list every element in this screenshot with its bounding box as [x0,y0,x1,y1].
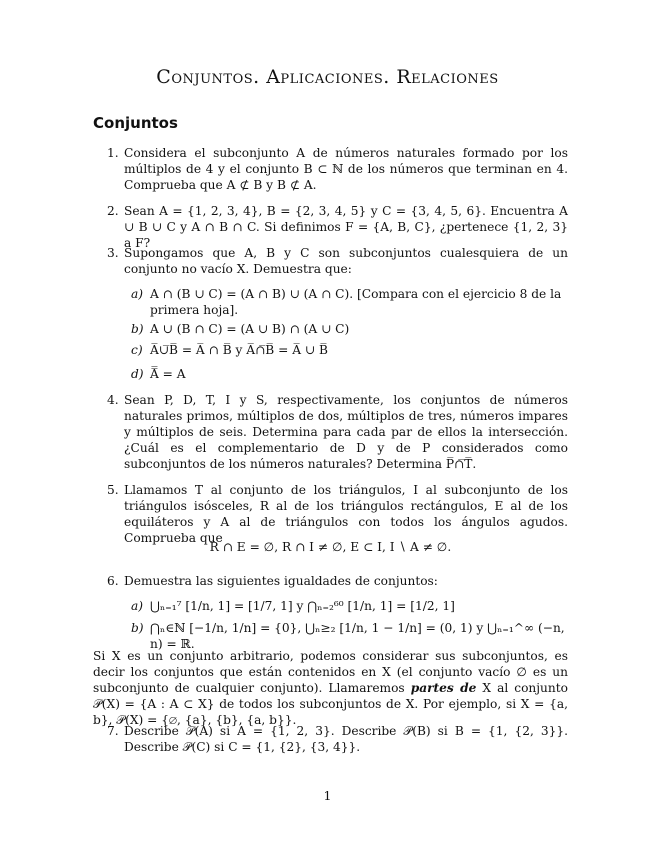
exercise-3-item-b [131,321,568,337]
exercise-number: 4. [107,393,119,407]
item-text: ⋂ₙ∈ℕ [−1/n, 1/n] = {0}, ⋃ₙ≥₂ [1/n, 1 − 1/n] = (0, 1) y ⋃ₙ₌₁^∞ (−n, n) = ℝ. [150,621,565,651]
exercise-3-item-a [131,286,568,318]
exercise-6 [93,573,568,589]
exercise-number: 7. [107,724,119,738]
exercise-4 [93,392,568,472]
paragraph-text-start: Si X es un conjunto arbitrario, podemos considerar sus subconjuntos, es decir los conjuntos que están contenidos en X (el conjunto vacío ∅ es un subconjunto de cualquier conjunto). Llamaremos [93,649,568,695]
exercise-3 [93,245,568,277]
exercise-text: Demuestra las siguientes igualdades de conjuntos: [124,574,438,588]
page-title: Conjuntos. Aplicaciones. Relaciones [156,66,499,88]
item-label: a) [131,287,144,301]
item-text: A̅∪̅B̅ = A̅ ∩ B̅ y A̅∩̅B̅ = A̅ ∪ B̅ [150,343,328,357]
exercise-1 [93,145,568,193]
item-text: A̿ = A [150,367,186,381]
definition-paragraph [93,648,568,728]
item-label: a) [131,599,144,613]
paragraph-text-end: X al conjunto 𝒫(X) = {A : A ⊂ X} de todos los subconjuntos de X. Por ejemplo, si X = {a, b}, 𝒫(X) = {∅, {a}, {b}, {a, b}}. [93,681,568,727]
section-heading: Conjuntos [93,114,178,132]
item-text: A ∪ (B ∩ C) = (A ∪ B) ∩ (A ∪ C) [150,322,350,336]
exercise-number: 2. [107,204,119,218]
exercise-text: Llamamos T al conjunto de los triángulos, I al subconjunto de los triángulos isósceles, R al de los triángulos rectángulos, E al de los equiláteros y A al de triángulos con todos los ángulos agudos. Comprueba que [124,483,568,545]
exercise-number: 3. [107,246,119,260]
exercise-3-item-c [131,342,568,358]
exercise-number: 5. [107,483,119,497]
exercise-text: Sean A = {1, 2, 3, 4}, B = {2, 3, 4, 5} y C = {3, 4, 5, 6}. Encuentra A ∪ B ∪ C y A ∩ B ∩ C. Si definimos F = {A, B, C}, ¿pertenece {1, 2, 3} a F? [124,204,568,250]
exercise-7 [93,723,568,755]
exercise-5-formula: R ∩ E = ∅, R ∩ I ≠ ∅, E ⊂ I, I ∖ A ≠ ∅. [209,540,452,554]
item-text: A ∩ (B ∪ C) = (A ∩ B) ∪ (A ∩ C). [Compara con el ejercicio 8 de la primera hoja]. [150,287,562,317]
exercise-2 [93,203,568,251]
page-number: 1 [323,788,332,803]
exercise-number: 1. [107,146,119,160]
item-label: b) [131,322,144,336]
exercise-5 [93,482,568,546]
exercise-text: Describe 𝒫(A) si A = {1, 2, 3}. Describe 𝒫(B) si B = {1, {2, 3}}. Describe 𝒫(C) si C = {1, {2}, {3, 4}}. [124,724,568,754]
item-label: b) [131,621,144,635]
exercise-6-item-a [131,598,568,614]
exercise-text: Considera el subconjunto A de números naturales formado por los múltiplos de 4 y el conjunto B ⊂ ℕ de los números que terminan en 4. Comprueba que A ⊄ B y B ⊄ A. [124,146,568,192]
item-text: ⋃ₙ₌₁⁷ [1/n, 1] = [1/7, 1] y ⋂ₙ₌₂⁶⁰ [1/n, 1] = [1/2, 1] [150,599,455,613]
exercise-text: Supongamos que A, B y C son subconjuntos cualesquiera de un conjunto no vacío X. Demuestra que: [124,246,568,276]
exercise-number: 6. [107,574,119,588]
item-label: c) [131,343,143,357]
exercise-text: Sean P, D, T, I y S, respectivamente, los conjuntos de números naturales primos, múltiplos de dos, múltiplos de tres, números impares y múltiplos de seis. Determina para cada par de ellos la intersección. ¿Cuál es el complementario de D y de P considerados como subconjuntos de los números naturales? Determina P̅∩̅T̅. [124,393,568,471]
item-label: d) [131,367,144,381]
paragraph-emphasis: partes de [410,681,477,695]
exercise-3-item-d [131,366,568,382]
